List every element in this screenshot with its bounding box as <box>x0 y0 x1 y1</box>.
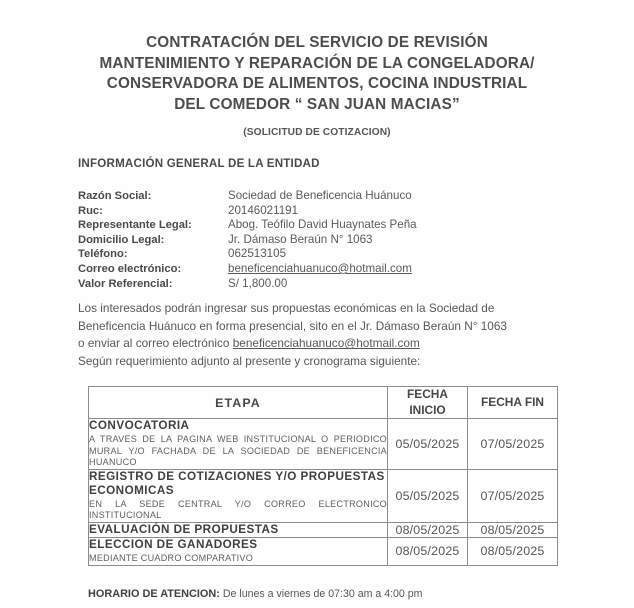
paragraph-line-4: Según requerimiento adjunto al presente y cronograma siguiente: <box>78 353 421 368</box>
column-header-stage: ETAPA <box>89 387 388 419</box>
attention-hours <box>88 588 423 600</box>
entity-label: Correo electrónico: <box>78 262 182 275</box>
end-date-cell: 07/05/2025 <box>468 469 558 522</box>
start-date-cell: 05/05/2025 <box>388 419 468 470</box>
table-row <box>89 537 558 565</box>
entity-row <box>78 262 548 277</box>
title-line-3: CONSERVADORA DE ALIMENTOS, COCINA INDUSTRIAL <box>106 75 528 92</box>
paragraph-line-1: Los interesados podrán ingresar sus propuestas económicas en la Sociedad de <box>78 301 495 315</box>
entity-value: Jr. Dámaso Beraún N° 1063 <box>228 232 373 246</box>
paragraph-email-link[interactable]: beneficenciahuanuco@hotmail.com <box>232 336 420 351</box>
attention-hours-value: De lunes a viernes de 07:30 am a 4:00 pm <box>219 588 423 600</box>
stage-name: EVALUACIÓN DE PROPUESTAS <box>89 522 279 536</box>
stage-name: CONVOCATORIA <box>89 419 190 432</box>
section-heading-entity-info: INFORMACIÓN GENERAL DE LA ENTIDAD <box>78 157 320 170</box>
stage-cell <box>89 537 388 565</box>
stage-description: EN LA SEDE CENTRAL Y/O CORREO ELECTRONICO INSTITUCIONAL <box>89 498 387 521</box>
attention-hours-label: HORARIO DE ATENCION: <box>88 588 220 600</box>
paragraph-line-3-text: o enviar al correo electrónico <box>78 336 233 351</box>
stage-description: A TRAVES DE LA PAGINA WEB INSTITUCIONAL O PERIODICO MURAL Y/O FACHADA DE LA SOCIEDAD DE BENEFICENCIA HUANUCO <box>89 434 387 468</box>
stage-description: MEDIANTE CUADRO COMPARATIVO <box>89 552 254 563</box>
entity-row <box>78 247 548 262</box>
entity-row <box>78 277 548 292</box>
title-line-2: MANTENIMIENTO Y REPARACIÓN DE LA CONGELADORA/ <box>99 54 535 72</box>
entity-row <box>78 218 548 233</box>
entity-label: Razón Social: <box>78 190 152 202</box>
table-header-row <box>89 387 558 419</box>
entity-row <box>78 204 548 219</box>
document-subtitle: (SOLICITUD DE COTIZACION) <box>243 127 391 138</box>
table-row <box>89 419 558 470</box>
table-row <box>89 522 558 537</box>
entity-email-link[interactable]: beneficenciahuanuco@hotmail.com <box>228 261 412 275</box>
instructions-paragraph <box>78 300 575 370</box>
entity-value: 062513105 <box>228 247 287 261</box>
entity-value: Abog. Teófilo David Huaynates Peña <box>228 218 417 232</box>
entity-value: S/ 1,800.00 <box>228 276 288 290</box>
entity-label: Valor Referencial: <box>78 277 173 290</box>
start-date-cell: 08/05/2025 <box>388 537 468 565</box>
title-line-1: CONTRATACIÓN DEL SERVICIO DE REVISIÓN <box>146 34 488 51</box>
column-header-end-date: FECHA FIN <box>468 387 558 419</box>
stage-name: ELECCION DE GANADORES <box>89 537 258 551</box>
end-date-cell: 07/05/2025 <box>468 419 558 470</box>
stage-cell <box>89 419 388 470</box>
entity-value: 20146021191 <box>228 203 299 217</box>
start-date-cell: 05/05/2025 <box>388 469 468 522</box>
column-header-start-line1: FECHA <box>407 387 448 401</box>
end-date-cell: 08/05/2025 <box>468 522 558 537</box>
schedule-table <box>88 386 558 566</box>
entity-label: Representante Legal: <box>78 219 192 232</box>
entity-info-list <box>78 189 548 291</box>
entity-row <box>78 189 548 204</box>
entity-value: Sociedad de Beneficencia Huánuco <box>228 189 412 202</box>
table-row <box>89 469 558 522</box>
entity-label: Teléfono: <box>78 248 128 261</box>
end-date-cell: 08/05/2025 <box>468 537 558 565</box>
entity-row <box>78 233 548 248</box>
page-title <box>40 33 594 115</box>
title-line-4: DEL COMEDOR “ SAN JUAN MACIAS” <box>174 95 460 113</box>
entity-label: Domicilio Legal: <box>78 233 165 246</box>
stage-name: REGISTRO DE COTIZACIONES Y/O PROPUESTAS ECONOMICAS <box>89 469 385 497</box>
column-header-start-line2: INICIO <box>409 402 446 417</box>
stage-cell <box>89 522 388 537</box>
paragraph-line-3 <box>78 335 575 353</box>
start-date-cell: 08/05/2025 <box>388 522 468 537</box>
stage-cell <box>89 469 388 522</box>
entity-label: Ruc: <box>78 204 103 217</box>
paragraph-line-2: Beneficencia Huánuco en forma presencial, sito en el Jr. Dámaso Beraún N° 1063 <box>78 318 507 333</box>
column-header-start-date <box>388 387 468 419</box>
